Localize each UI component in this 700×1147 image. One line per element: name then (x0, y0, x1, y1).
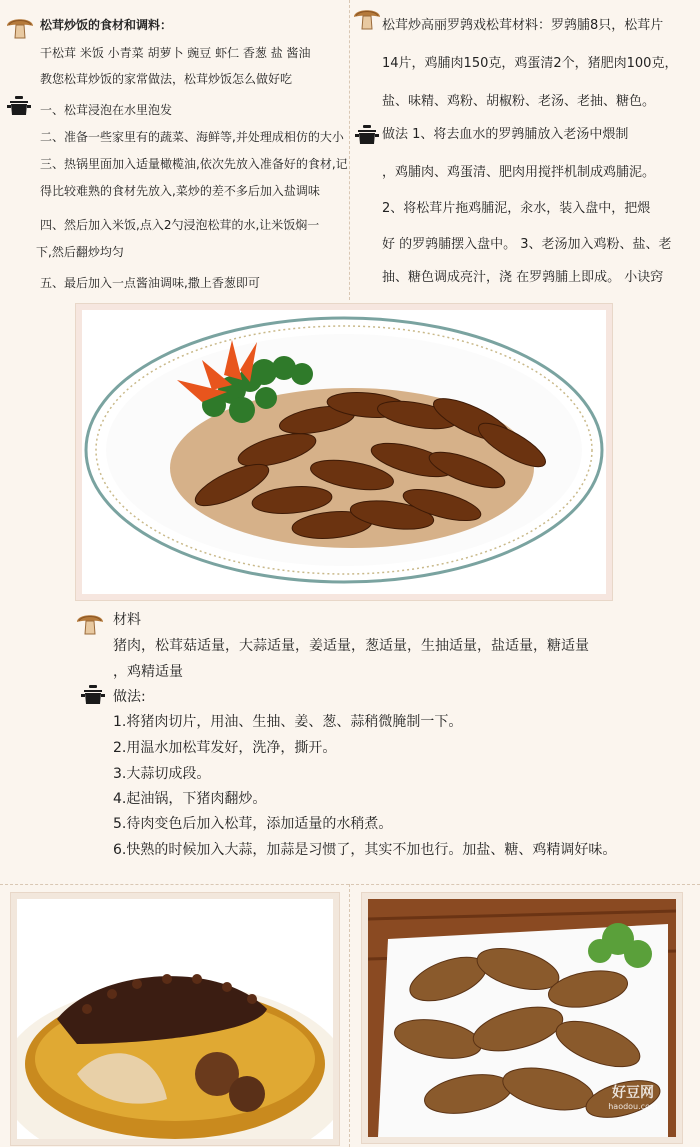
pot-icon (355, 124, 379, 146)
haodou-watermark (598, 1082, 668, 1111)
left-recipe-title: 松茸炒饭的食材和调料： (40, 18, 173, 32)
right-line-4: 做法 1、将去血水的罗鹑脯放入老汤中煨制 (382, 127, 629, 142)
watermark-url: haodou.com (608, 1102, 658, 1111)
left-step-5: 五、最后加入一点酱油调味,撒上香葱即可 (40, 276, 260, 290)
left-step-3-cont: 得比较难熟的食材先放入,菜炒的差不多后加入盐调味 (40, 184, 320, 198)
dish-photo-grilled-mushroom (362, 893, 682, 1143)
pot-icon (7, 95, 31, 117)
method-step-3: 3.大蒜切成段。 (113, 766, 211, 782)
left-recipe-intro: 教您松茸炒饭的家常做法，松茸炒饭怎么做好吃 (40, 72, 293, 86)
method-step-6: 6.快熟的时候加入大蒜，加蒜是习惯了，其实不加也行。加盐、糖、鸡精调好味。 (113, 842, 617, 858)
materials-line-2: ，鸡精适量 (113, 664, 183, 680)
method-step-2: 2.用温水加松茸发好，洗净，撕开。 (113, 740, 337, 756)
right-line-7: 好 的罗鹑脯摆入盘中。 3、老汤加入鸡粉、盐、老 (382, 237, 672, 252)
method-step-4: 4.起油锅，下猪肉翻炒。 (113, 791, 267, 807)
plate-illustration (82, 310, 606, 594)
right-line-5: ，鸡脯肉、鸡蛋清、肥肉用搅拌机制成鸡脯泥。 (382, 165, 656, 180)
bottom-column-divider (349, 884, 350, 1147)
pot-icon (81, 684, 105, 706)
mushroom-icon (75, 608, 105, 636)
method-step-1: 1.将猪肉切片，用油、生抽、姜、葱、蒜稍微腌制一下。 (113, 714, 463, 730)
right-line-6: 2、将松茸片拖鸡脯泥，汆水，装入盘中，把煨 (382, 201, 651, 216)
method-heading: 做法: (113, 689, 146, 705)
right-line-2: 14片，鸡脯肉150克，鸡蛋清2个，猪肥肉100克， (382, 56, 678, 71)
left-step-3: 三、热锅里面加入适量橄榄油,依次先放入准备好的食材,记 (40, 157, 348, 171)
left-step-4-cont: 下,然后翻炒均匀 (36, 245, 124, 259)
method-step-5: 5.待肉变色后加入松茸，添加适量的水稍煮。 (113, 816, 393, 832)
right-line-8: 抽、糖色调成亮汁，浇 在罗鹑脯上即成。 小诀窍 (382, 270, 664, 285)
left-recipe-ingredients: 干松茸 米饭 小青菜 胡萝卜 豌豆 虾仁 香葱 盐 酱油 (40, 46, 311, 60)
materials-heading: 材料 (113, 612, 141, 628)
left-step-1: 一、松茸浸泡在水里泡发 (40, 103, 173, 117)
dish-photo-sea-cucumber (11, 893, 339, 1145)
dish-photo-large (76, 304, 612, 600)
bottom-section-divider (0, 884, 700, 885)
left-step-4: 四、然后加入米饭,点入2勺浸泡松茸的水,让米饭焖一 (40, 218, 320, 232)
right-line-3: 盐、味精、鸡粉、胡椒粉、老汤、老抽、糖色。 (382, 94, 656, 109)
materials-line-1: 猪肉，松茸菇适量，大蒜适量，姜适量，葱适量，生抽适量，盐适量，糖适量 (113, 638, 589, 654)
sea-cucumber-illustration (17, 899, 333, 1139)
watermark-brand: 好豆网 (612, 1085, 654, 1101)
mushroom-icon (5, 12, 35, 40)
top-column-divider (349, 0, 350, 300)
mushroom-icon (352, 3, 382, 31)
left-step-2: 二、准备一些家里有的蔬菜、海鲜等,并处理成相仿的大小 (40, 130, 344, 144)
right-line-1: 松茸炒高丽罗鹑戏松茸材料：罗鹑脯8只，松茸片 (382, 18, 664, 33)
